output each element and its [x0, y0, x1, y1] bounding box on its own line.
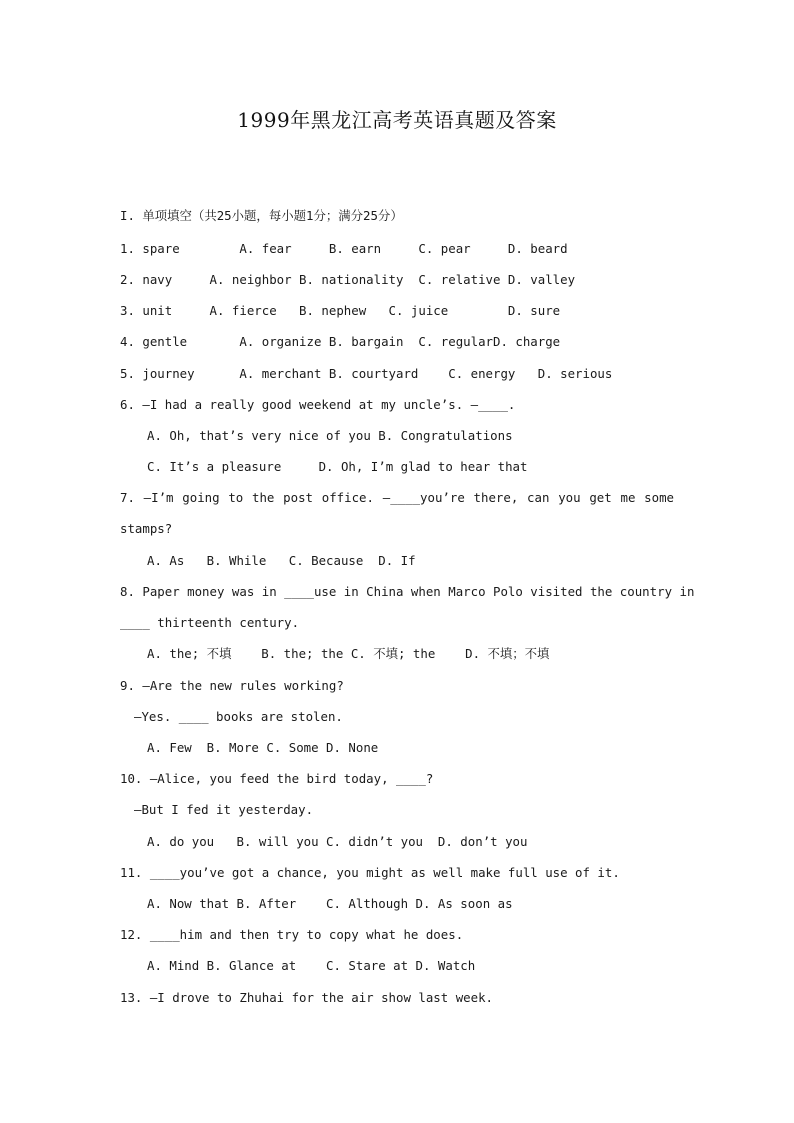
answer-options: A. Mind B. Glance at C. Stare at D. Watch — [147, 958, 476, 973]
answer-options: A. do you B. will you C. didn’t you D. don’t you — [147, 834, 528, 849]
question-line: 1. spare A. fear B. earn C. pear D. beard — [120, 241, 568, 256]
page-title: 1999年黑龙江高考英语真题及答案 — [237, 108, 557, 132]
question-line: 7. —I’m going to the post office. —____you’re there, can you get me some — [120, 490, 674, 505]
question-line: 5. journey A. merchant B. courtyard C. energy D. serious — [120, 366, 613, 381]
question-line: stamps? — [120, 521, 173, 536]
question-line: 2. navy A. neighbor B. nationality C. relative D. valley — [120, 272, 576, 287]
answer-options: A. As B. While C. Because D. If — [147, 553, 416, 568]
question-line: 10. —Alice, you feed the bird today, ____? — [120, 771, 434, 786]
question-line: 6. —I had a really good weekend at my uncle’s. —____. — [120, 397, 516, 412]
question-line: 13. —I drove to Zhuhai for the air show last week. — [120, 990, 493, 1005]
question-line: ____ thirteenth century. — [120, 615, 300, 630]
answer-options: A. Few B. More C. Some D. None — [147, 740, 379, 755]
question-line: 8. Paper money was in ____use in China when Marco Polo visited the country in — [120, 584, 695, 599]
question-line: 11. ____you’ve got a chance, you might as well make full use of it. — [120, 865, 620, 880]
question-line: 3. unit A. fierce B. nephew C. juice D. sure — [120, 303, 561, 318]
section-heading: I. 单项填空（共25小题，每小题1分；满分25分） — [120, 208, 403, 223]
answer-options: A. Now that B. After C. Although D. As soon as — [147, 896, 513, 911]
dialogue-line: —Yes. ____ books are stolen. — [134, 709, 343, 724]
answer-options: A. Oh, that’s very nice of you B. Congratulations — [147, 428, 513, 443]
answer-options: C. It’s a pleasure D. Oh, I’m glad to hear that — [147, 459, 528, 474]
question-line: 12. ____him and then try to copy what he does. — [120, 927, 464, 942]
answer-options: A. the; 不填 B. the; the C. 不填; the D. 不填；不填 — [147, 646, 550, 661]
dialogue-line: —But I fed it yesterday. — [134, 802, 314, 817]
question-line: 4. gentle A. organize B. bargain C. regularD. charge — [120, 334, 561, 349]
question-line: 9. —Are the new rules working? — [120, 678, 344, 693]
